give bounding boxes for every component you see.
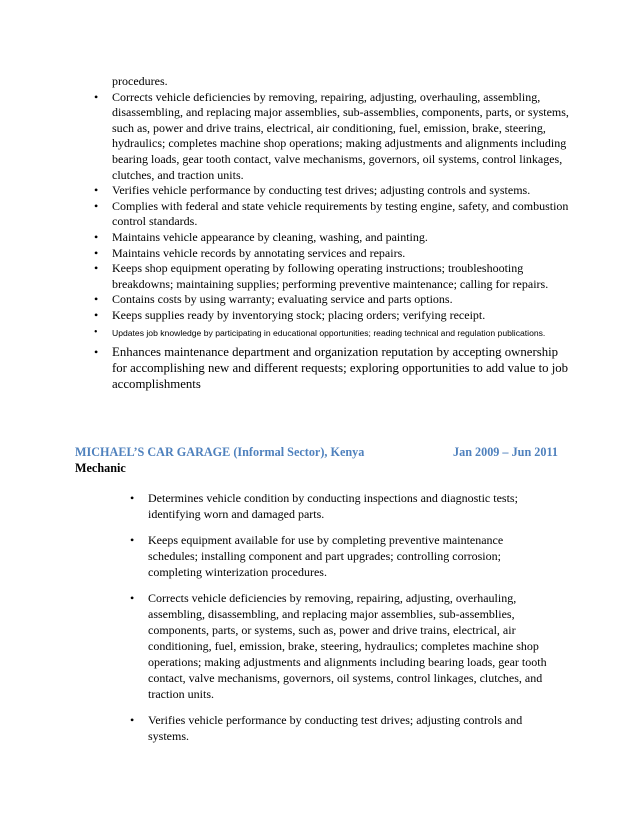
duty-text: Keeps equipment available for use by completing preventive maintenance schedules; installing component and part upgrades; controlling corrosion; completing winterization procedures. bbox=[148, 533, 504, 579]
duty-text: Enhances maintenance department and organization reputation by accepting ownership for accomplishing new and different requests; exploring opportunities to add value to job accomplishments bbox=[112, 344, 569, 391]
duty-item bbox=[94, 229, 572, 246]
bullet-icon: • bbox=[130, 533, 135, 547]
duty-text: Verifies vehicle performance by conducting test drives; adjusting controls and systems. bbox=[148, 713, 523, 743]
employment-dates: Jan 2009 – Jun 2011 bbox=[453, 445, 558, 459]
duty-item bbox=[94, 344, 572, 392]
duty-item bbox=[94, 261, 572, 292]
bullet-icon: • bbox=[94, 229, 99, 244]
duty-item bbox=[94, 198, 572, 230]
duty-text: Keeps shop equipment operating by following operating instructions; troubleshooting breakdowns; maintaining supplies; performing preventive maintenance; calling for repairs. bbox=[112, 261, 549, 291]
bullet-icon: • bbox=[130, 591, 135, 605]
duty-text: Complies with federal and state vehicle requirements by testing engine, safety, and combustion control standards. bbox=[112, 198, 569, 229]
bullet-icon: • bbox=[94, 198, 99, 213]
duty-item bbox=[94, 292, 572, 308]
duty-text: Corrects vehicle deficiencies by removing, repairing, adjusting, overhauling, assembling, disassembling, and replacing major assemblies, sub-assemblies, components, parts, or systems, such as, power and drive trains, electrical, air conditioning, fuel, emission, brake, steering, hydraulics; completes machine shop operations; making adjustments and alignments including bearing loads, gear tooth contact, valve mechanisms, governors, oil systems, control linkages, clutches, and traction units. bbox=[112, 89, 569, 182]
duty-item bbox=[94, 326, 572, 339]
duty-item bbox=[130, 590, 552, 702]
duty-item bbox=[94, 89, 572, 184]
duty-item bbox=[130, 712, 552, 744]
bullet-icon: • bbox=[94, 183, 99, 198]
employer-name: MICHAEL’S CAR GARAGE (Informal Sector), Kenya bbox=[75, 445, 365, 459]
job-title: Mechanic bbox=[75, 461, 126, 475]
duty-item bbox=[94, 245, 572, 262]
bullet-icon: • bbox=[94, 326, 98, 338]
bullet-icon: • bbox=[94, 89, 99, 104]
duty-text: Keeps supplies ready by inventorying stock; placing orders; verifying receipt. bbox=[112, 307, 486, 322]
duty-text: Verifies vehicle performance by conducting test drives; adjusting controls and systems. bbox=[112, 183, 531, 198]
bullet-icon: • bbox=[130, 713, 135, 727]
previous-job-duties-list bbox=[0, 74, 638, 392]
bullet-icon: • bbox=[94, 245, 99, 260]
bullet-icon: • bbox=[130, 491, 135, 505]
bullet-icon: • bbox=[94, 261, 99, 276]
duty-item bbox=[130, 490, 552, 522]
continued-text: procedures. bbox=[112, 74, 168, 88]
bullet-icon: • bbox=[94, 344, 99, 359]
duty-text: Contains costs by using warranty; evaluating service and parts options. bbox=[112, 292, 453, 307]
duty-text: Determines vehicle condition by conducting inspections and diagnostic tests; identifying worn and damaged parts. bbox=[148, 491, 518, 521]
employer-heading bbox=[75, 445, 565, 460]
duty-item bbox=[94, 307, 572, 324]
bullet-icon: • bbox=[94, 307, 99, 322]
duty-text: Corrects vehicle deficiencies by removing, repairing, adjusting, overhauling, assembling, disassembling, and replacing major assemblies, sub-assemblies, components, parts, or systems, such as, power and drive trains, electrical, air conditioning, fuel, emission, brake, steering, hydraulics; completes machine shop operations; making adjustments and alignments including bearing loads, gear tooth contact, valve mechanisms, governors, oil systems, control linkages, clutches, and traction units. bbox=[148, 591, 547, 701]
duty-item bbox=[94, 183, 572, 199]
bullet-icon: • bbox=[94, 292, 99, 307]
duty-text: Maintains vehicle records by annotating services and repairs. bbox=[112, 245, 406, 260]
duty-text: Updates job knowledge by participating in educational opportunities; reading technical and regulation publications. bbox=[112, 327, 546, 338]
duty-text: Maintains vehicle appearance by cleaning, washing, and painting. bbox=[112, 229, 428, 244]
mechanic-duties-list bbox=[0, 490, 638, 754]
duty-item bbox=[130, 532, 552, 580]
